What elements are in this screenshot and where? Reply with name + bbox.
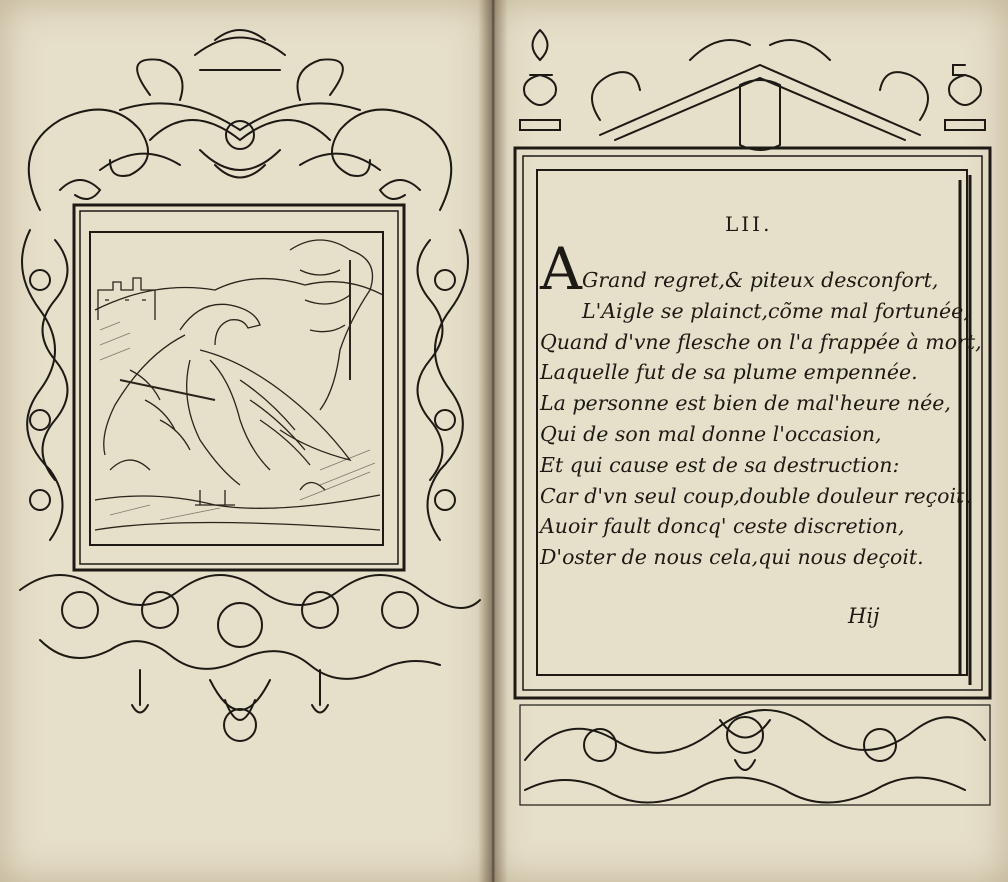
emblem-number: LII. [725, 212, 773, 236]
drop-cap: A [540, 235, 582, 303]
verse-line: La personne est bien de mal'heure née, [540, 391, 951, 416]
verse-line: Car d'vn seul coup,double douleur reçoit. [540, 483, 971, 508]
verse-line: D'oster de nous cela,qui nous deçoit. [540, 545, 924, 570]
page-signature: Hij [848, 604, 880, 628]
verse-line-1: Grand regret,& piteux desconfort, [582, 268, 939, 292]
emblem-verse [540, 265, 982, 573]
verse-line: Quand d'vne flesche on l'a frappée à mort, [540, 329, 982, 354]
verse-line: Laquelle fut de sa plume empennée. [540, 360, 918, 385]
verse-line-2: L'Aigle se plainct,cõme mal fortunée, [582, 298, 970, 323]
verse-line: Et qui cause est de sa destruction: [540, 452, 900, 477]
verse-line: Auoir fault doncq' ceste discretion, [540, 514, 905, 539]
verse-line: Qui de son mal donne l'occasion, [540, 421, 882, 446]
